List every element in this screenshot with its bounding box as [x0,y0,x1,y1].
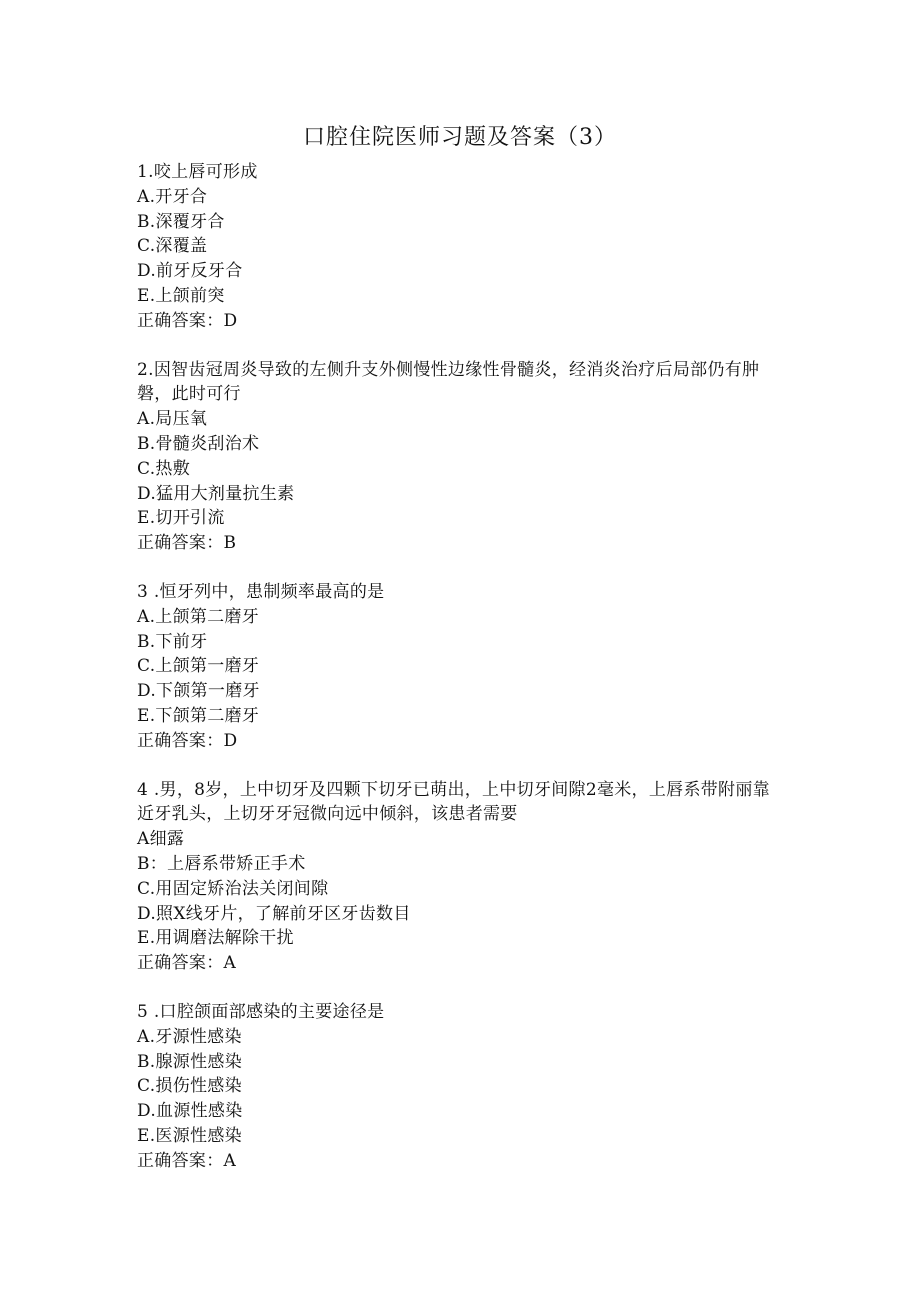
option-c: C.用固定矫治法关闭间隙 [137,878,329,899]
option-c: C.热敷 [137,458,191,479]
option-b: B.深覆牙合 [137,211,225,232]
option-d: D.照X线牙片，了解前牙区牙齿数目 [137,903,411,924]
question-stem: 3 .恒牙列中，患制频率最高的是 [137,581,385,602]
option-a: A.开牙合 [137,186,208,207]
correct-answer: 正确答案：A [137,1150,237,1171]
option-d: D.血源性感染 [137,1101,243,1122]
option-e: E.医源性感染 [137,1125,242,1146]
question-stem: 5 .口腔颌面部感染的主要途径是 [137,1001,385,1022]
option-d: D.下颌第一磨牙 [137,681,260,702]
question-stem: 4 .男，8岁，上中切牙及四颗下切牙已萌出，上中切牙间隙2毫米，上唇系带附丽靠近牙乳头，上切牙牙冠微向远中倾斜，该患者需要 [137,779,770,825]
option-a: A.上颌第二磨牙 [137,606,260,627]
correct-answer: 正确答案：D [137,310,238,331]
option-a: A细露 [137,829,185,850]
correct-answer: 正确答案：A [137,953,237,974]
option-b: B.下前牙 [137,631,208,652]
question-list [137,160,797,1197]
correct-answer: 正确答案：D [137,730,238,751]
option-e: E.用调磨法解除干扰 [137,928,294,949]
option-d: D.猛用大剂量抗生素 [137,483,295,504]
option-c: C.深覆盖 [137,236,208,257]
question-stem: 1.咬上唇可形成 [137,162,258,182]
option-b: B.腺源性感染 [137,1051,242,1072]
option-c: C.损伤性感染 [137,1076,242,1097]
question-item-4 [137,778,797,976]
option-b: B：上唇系带矫正手术 [137,853,306,874]
option-e: E.上颌前突 [137,285,225,306]
document-title: 口腔住院医师习题及答案（3） [303,125,617,150]
question-item-2 [137,358,797,556]
option-a: A.局压氧 [137,409,208,430]
option-b: B.骨髓炎刮治术 [137,433,260,454]
question-item-5 [137,1000,797,1174]
question-item-1 [137,160,797,334]
question-stem: 2.因智齿冠周炎导致的左侧升支外侧慢性边缘性骨髓炎，经消炎治疗后局部仍有肿磐，此时可行 [137,359,760,405]
option-e: E.下颌第二磨牙 [137,705,260,726]
option-d: D.前牙反牙合 [137,261,243,282]
option-e: E.切开引流 [137,508,225,529]
option-c: C.上颌第一磨牙 [137,656,260,677]
option-a: A.牙源性感染 [137,1026,242,1047]
question-item-3 [137,580,797,754]
correct-answer: 正确答案：B [137,533,237,554]
